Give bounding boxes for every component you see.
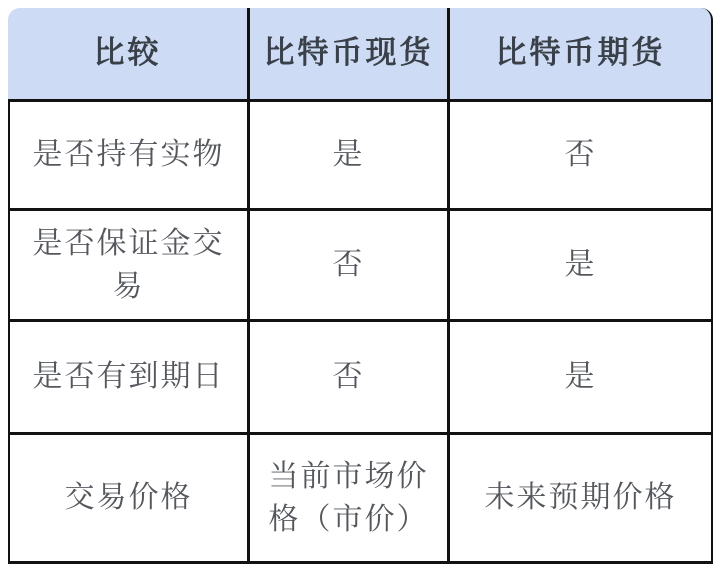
header-cell-bitcoin-spot: 比特币现货 [250, 8, 450, 102]
cell-expiry-date-futures: 是 [450, 322, 713, 435]
cell-trading-price-futures: 未来预期价格 [450, 435, 713, 564]
cell-margin-trading-spot: 否 [250, 211, 450, 322]
header-cell-compare: 比较 [8, 8, 250, 102]
row-label-physical-holding: 是否持有实物 [8, 102, 250, 211]
header-cell-bitcoin-futures: 比特币期货 [450, 8, 713, 102]
cell-trading-price-spot: 当前市场价格（市价） [250, 435, 450, 564]
row-label-expiry-date: 是否有到期日 [8, 322, 250, 435]
cell-margin-trading-futures: 是 [450, 211, 713, 322]
table-grid [8, 8, 713, 564]
row-label-margin-trading: 是否保证金交易 [8, 211, 250, 322]
cell-expiry-date-spot: 否 [250, 322, 450, 435]
cell-physical-holding-spot: 是 [250, 102, 450, 211]
row-label-trading-price: 交易价格 [8, 435, 250, 564]
cell-physical-holding-futures: 否 [450, 102, 713, 211]
comparison-table [8, 8, 713, 564]
